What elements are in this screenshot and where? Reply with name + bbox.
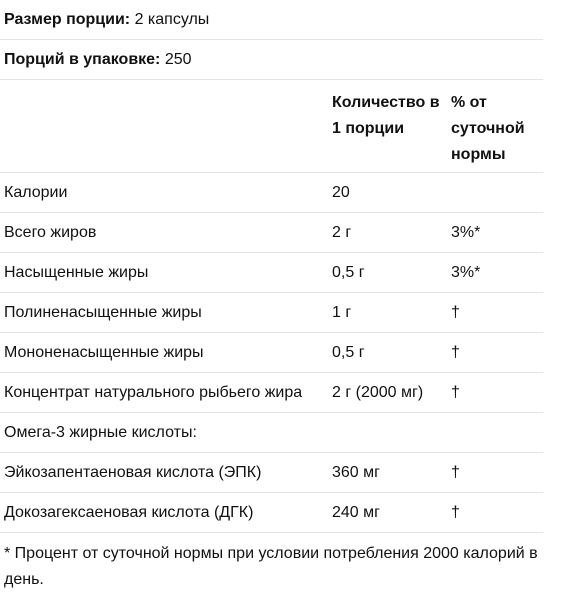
- nutrient-amount: 20: [332, 184, 350, 201]
- nutrient-daily-value: †: [451, 464, 460, 481]
- nutrient-daily-value: 3%*: [451, 224, 481, 241]
- nutrient-name: Докозагексаеновая кислота (ДГК): [4, 504, 254, 521]
- nutrient-row-saturated-fat: [0, 253, 543, 293]
- column-header-row: [0, 80, 543, 173]
- daily-value-footnote: * Процент от суточной нормы при условии потребления 2000 калорий в день.: [4, 545, 538, 588]
- nutrient-row-calories: [0, 173, 543, 213]
- nutrient-amount: 2 г (2000 мг): [332, 384, 424, 401]
- nutrient-amount: 1 г: [332, 304, 352, 321]
- nutrient-daily-value: †: [451, 344, 460, 361]
- omega-section-title: Омега-3 жирные кислоты:: [4, 424, 197, 441]
- nutrient-daily-value: 3%*: [451, 264, 481, 281]
- nutrient-name: Мононенасыщенные жиры: [4, 344, 204, 361]
- serving-size-label: Размер порции:: [4, 11, 131, 28]
- serving-size-value: 2 капсулы: [134, 11, 210, 28]
- nutrient-row-monounsaturated-fat: [0, 333, 543, 373]
- nutrient-daily-value: †: [451, 304, 460, 321]
- nutrient-name: Концентрат натурального рыбьего жира: [4, 384, 303, 401]
- serving-size-row: [0, 0, 543, 40]
- nutrient-daily-value: †: [451, 384, 460, 401]
- nutrient-amount: 0,5 г: [332, 264, 365, 281]
- nutrient-name: Всего жиров: [4, 224, 97, 241]
- nutrient-name: Полиненасыщенные жиры: [4, 304, 202, 321]
- servings-per-container-row: [0, 40, 543, 80]
- column-header-daily-value: % от суточной нормы: [451, 94, 525, 163]
- column-header-amount: Количество в 1 порции: [332, 94, 440, 137]
- nutrient-name: Насыщенные жиры: [4, 264, 149, 281]
- nutrient-row-dha: [0, 493, 543, 533]
- nutrient-amount: 2 г: [332, 224, 352, 241]
- nutrient-amount: 360 мг: [332, 464, 380, 481]
- nutrient-row-fish-oil-concentrate: [0, 373, 543, 413]
- nutrient-name: Эйкозапентаеновая кислота (ЭПК): [4, 464, 262, 481]
- nutrient-amount: 240 мг: [332, 504, 380, 521]
- nutrient-name: Калории: [4, 184, 68, 201]
- nutrient-daily-value: †: [451, 504, 460, 521]
- nutrient-row-epa: [0, 453, 543, 493]
- nutrient-row-polyunsaturated-fat: [0, 293, 543, 333]
- omega-section-title-row: [0, 413, 543, 453]
- nutrient-amount: 0,5 г: [332, 344, 365, 361]
- servings-per-container-label: Порций в упаковке:: [4, 51, 161, 68]
- servings-per-container-value: 250: [164, 51, 192, 68]
- nutrient-row-total-fat: [0, 213, 543, 253]
